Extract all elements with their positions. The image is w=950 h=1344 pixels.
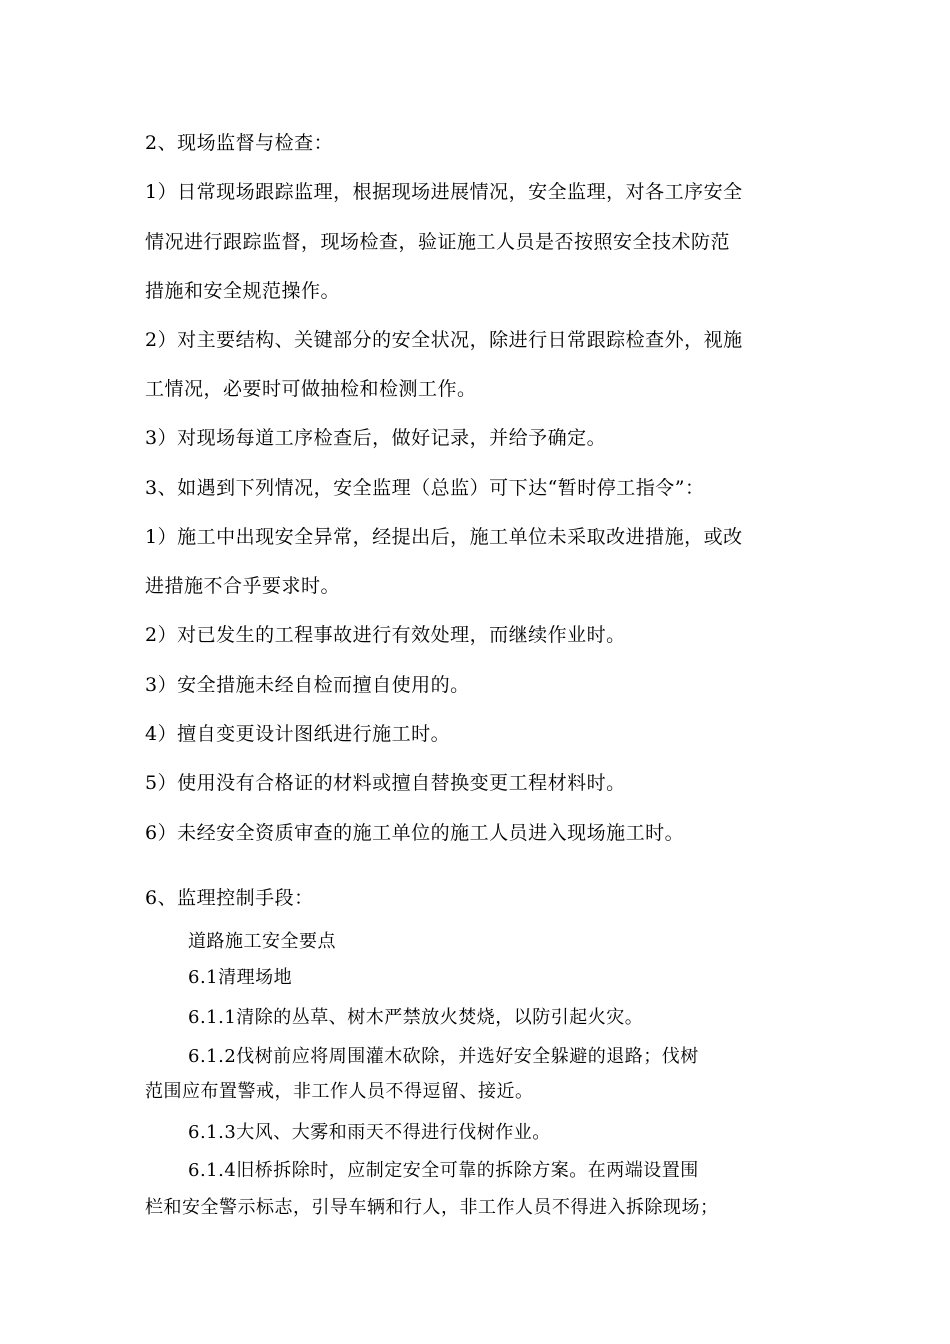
paragraph-line: 进措施不合乎要求时。: [145, 575, 341, 597]
paragraph-line: 3）对现场每道工序检查后，做好记录，并给予确定。: [145, 427, 607, 449]
paragraph-line: 5）使用没有合格证的材料或擅自替换变更工程材料时。: [145, 772, 626, 794]
paragraph-line: 6.1.3大风、大雾和雨天不得进行伐树作业。: [188, 1122, 551, 1143]
paragraph-line: 栏和安全警示标志，引导车辆和行人，非工作人员不得进入拆除现场；: [145, 1197, 719, 1218]
paragraph-line: 6.1.2伐树前应将周围灌木砍除，并选好安全躲避的退路；伐树: [188, 1046, 699, 1067]
heading-stop-work: 3、如遇到下列情况，安全监理（总监）可下达“暂时停工指令”：: [145, 477, 705, 499]
paragraph-line: 2）对已发生的工程事故进行有效处理，而继续作业时。: [145, 624, 626, 646]
paragraph-line: 1）施工中出现安全异常，经提出后，施工单位未采取改进措施，或改: [145, 526, 743, 548]
heading-site-supervision: 2、现场监督与检查：: [145, 132, 334, 154]
subsection-title: 6.1清理场地: [188, 967, 293, 988]
paragraph-line: 范围应布置警戒，非工作人员不得逗留、接近。: [145, 1081, 534, 1102]
paragraph-line: 4）擅自变更设计图纸进行施工时。: [145, 723, 451, 745]
paragraph-line: 措施和安全规范操作。: [145, 280, 341, 302]
paragraph-line: 1）日常现场跟踪监理，根据现场进展情况，安全监理，对各工序安全: [145, 181, 743, 203]
paragraph-line: 6.1.1清除的丛草、树木严禁放火焚烧，以防引起火灾。: [188, 1007, 644, 1028]
paragraph-line: 工情况，必要时可做抽检和检测工作。: [145, 378, 477, 400]
paragraph-line: 2）对主要结构、关键部分的安全状况，除进行日常跟踪检查外，视施: [145, 329, 743, 351]
section-title: 道路施工安全要点: [188, 931, 336, 952]
paragraph-line: 3）安全措施未经自检而擅自使用的。: [145, 674, 470, 696]
paragraph-line: 6）未经安全资质审查的施工单位的施工人员进入现场施工时。: [145, 822, 685, 844]
heading-control-means: 6、监理控制手段：: [145, 887, 314, 909]
paragraph-line: 情况进行跟踪监督，现场检查，验证施工人员是否按照安全技术防范: [145, 231, 731, 253]
paragraph-line: 6.1.4旧桥拆除时，应制定安全可靠的拆除方案。在两端设置围: [188, 1160, 699, 1181]
